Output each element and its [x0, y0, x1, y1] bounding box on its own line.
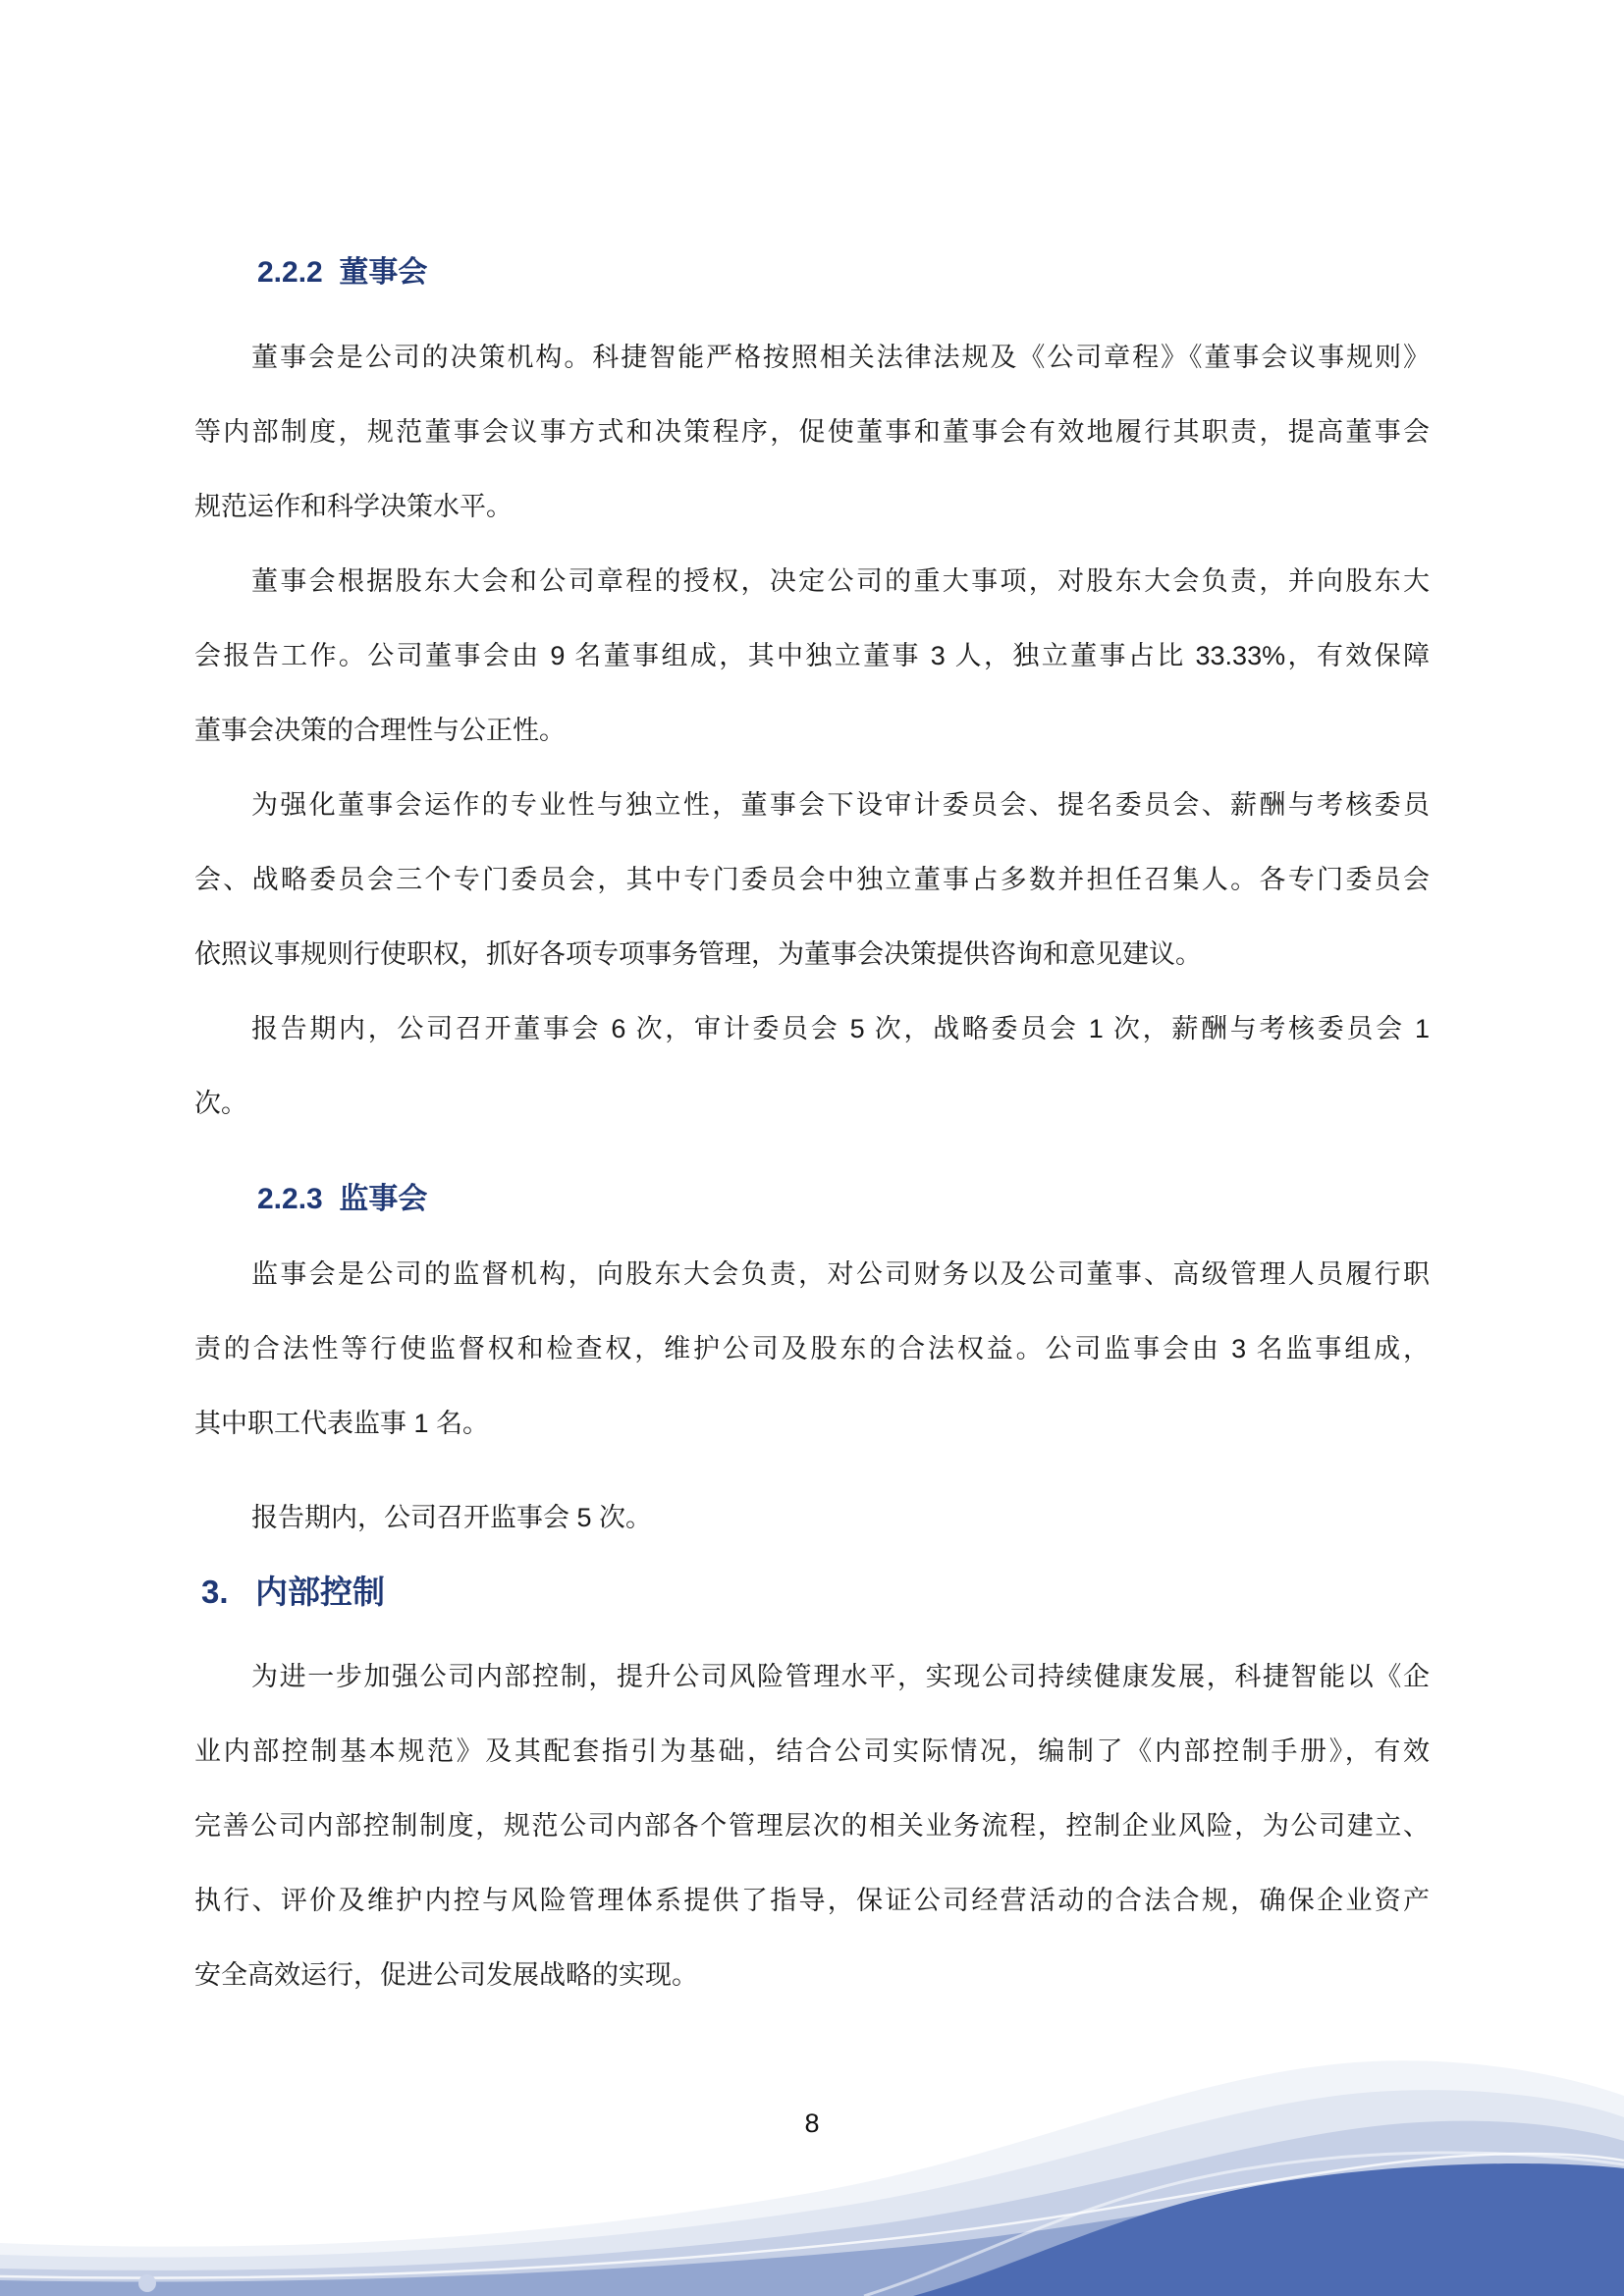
paragraph	[194, 544, 1430, 768]
text-line: 业内部控制基本规范》及其配套指引为基础，结合公司实际情况，编制了《内部控制手册》，有效	[194, 1736, 1430, 1766]
text-line: 其中职工代表监事 1 名。	[194, 1409, 490, 1438]
text-line: 报告期内，公司召开董事会 6 次，审计委员会 5 次，战略委员会 1 次，薪酬与考核委员会 1	[251, 1014, 1430, 1043]
text-line: 安全高效运行，促进公司发展战略的实现。	[194, 1960, 698, 1990]
text-line: 为进一步加强公司内部控制，提升公司风险管理水平，实现公司持续健康发展，科捷智能以《企	[251, 1662, 1430, 1691]
section-heading: 2.2.2 董事会	[257, 256, 428, 289]
text-line: 会、战略委员会三个专门委员会，其中专门委员会中独立董事占多数并担任召集人。各专门委员会	[194, 865, 1430, 894]
page-number: 8	[804, 2109, 820, 2138]
text-line: 报告期内，公司召开监事会 5 次。	[251, 1503, 653, 1532]
text-line: 董事会是公司的决策机构。科捷智能严格按照相关法律法规及《公司章程》《董事会议事规则》	[251, 343, 1430, 372]
paragraph	[194, 1639, 1430, 2012]
text-line: 规范运作和科学决策水平。	[194, 492, 513, 521]
text-line: 完善公司内部控制制度，规范公司内部各个管理层次的相关业务流程，控制企业风险，为公司建立、	[194, 1811, 1430, 1841]
paragraph	[194, 991, 1430, 1141]
text-line: 为强化董事会运作的专业性与独立性，董事会下设审计委员会、提名委员会、薪酬与考核委员	[251, 790, 1430, 820]
text-line: 等内部制度，规范董事会议事方式和决策程序，促使董事和董事会有效地履行其职责，提高董事会	[194, 417, 1430, 447]
section-heading: 3. 内部控制	[201, 1574, 386, 1610]
paragraph	[194, 1237, 1430, 1461]
text-line: 会报告工作。公司董事会由 9 名董事组成，其中独立董事 3 人，独立董事占比 33.33%，有效保障	[194, 641, 1430, 670]
paragraph	[194, 1480, 1430, 1555]
paragraph	[194, 768, 1430, 991]
footer-wave-graphic	[0, 2002, 1624, 2296]
paragraph	[194, 320, 1430, 544]
text-line: 董事会决策的合理性与公正性。	[194, 716, 566, 745]
text-line: 次。	[194, 1089, 247, 1118]
section-heading: 2.2.3 监事会	[257, 1183, 428, 1215]
text-line: 责的合法性等行使监督权和检查权，维护公司及股东的合法权益。公司监事会由 3 名监事组成，	[194, 1334, 1430, 1363]
text-line: 监事会是公司的监督机构，向股东大会负责，对公司财务以及公司董事、高级管理人员履行职	[251, 1259, 1430, 1289]
text-line: 董事会根据股东大会和公司章程的授权，决定公司的重大事项，对股东大会负责，并向股东大	[251, 566, 1430, 596]
text-line: 执行、评价及维护内控与风险管理体系提供了指导，保证公司经营活动的合法合规，确保企业资产	[194, 1886, 1430, 1915]
text-line: 依照议事规则行使职权，抓好各项专项事务管理，为董事会决策提供咨询和意见建议。	[194, 939, 1202, 969]
wave-dot	[138, 2274, 156, 2292]
document-body	[194, 0, 1430, 2012]
